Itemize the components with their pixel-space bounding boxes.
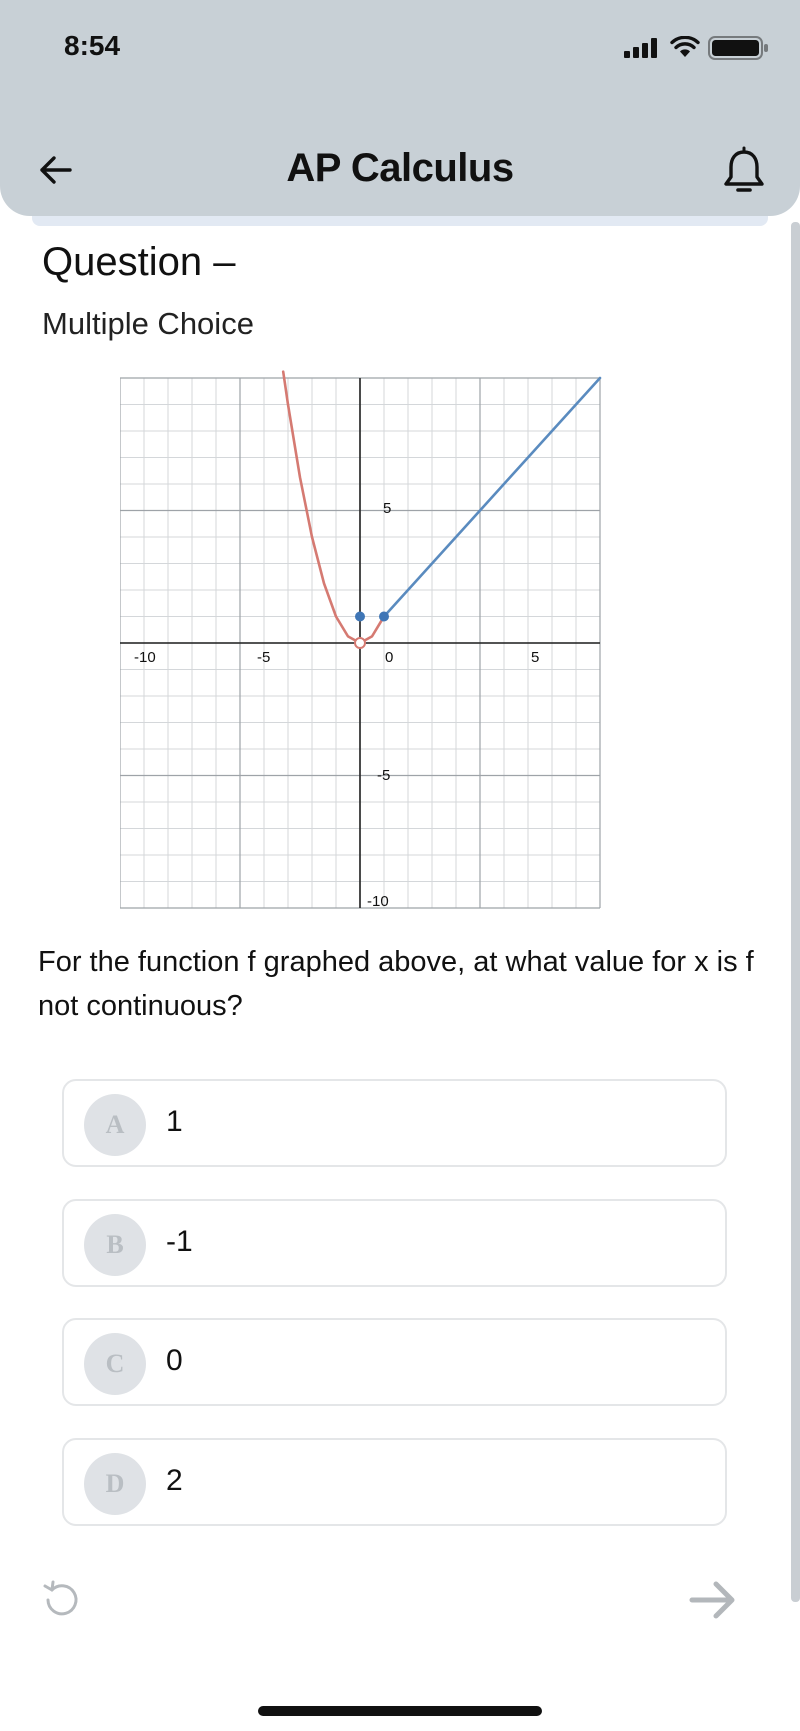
home-indicator xyxy=(258,1706,542,1716)
question-title: Question – xyxy=(42,240,236,284)
scrollbar[interactable] xyxy=(791,222,800,1602)
header-underline xyxy=(32,216,768,226)
reset-icon[interactable] xyxy=(40,1578,84,1622)
question-type: Multiple Choice xyxy=(42,306,254,341)
y-tick-label: 5 xyxy=(383,500,392,517)
option-c[interactable] xyxy=(62,1318,727,1406)
series-line-3 xyxy=(384,378,600,617)
y-tick-label: -5 xyxy=(377,767,391,784)
option-b[interactable] xyxy=(62,1199,727,1287)
header-title: AP Calculus xyxy=(286,146,514,190)
wifi-icon xyxy=(670,36,700,58)
option-value: 0 xyxy=(166,1344,183,1377)
tick-layer xyxy=(134,500,539,910)
option-letter-badge: A xyxy=(84,1094,146,1156)
series-line-1 xyxy=(283,372,360,643)
x-tick-label: 0 xyxy=(385,649,394,666)
option-letter-badge: D xyxy=(84,1453,146,1515)
option-value: -1 xyxy=(166,1225,193,1258)
option-letter-badge: B xyxy=(84,1214,146,1276)
filled-point xyxy=(355,612,365,622)
y-tick-label: -10 xyxy=(367,893,389,910)
option-value: 1 xyxy=(166,1105,183,1138)
x-tick-label: -5 xyxy=(257,649,271,666)
series-start-point xyxy=(379,612,389,622)
option-a[interactable] xyxy=(62,1079,727,1167)
x-tick-label: -10 xyxy=(134,649,156,666)
option-value: 2 xyxy=(166,1464,183,1497)
status-time: 8:54 xyxy=(64,30,121,61)
open-point xyxy=(355,638,365,648)
option-d[interactable] xyxy=(62,1438,727,1526)
header xyxy=(0,0,800,216)
battery-icon xyxy=(708,36,770,60)
next-arrow-icon[interactable] xyxy=(688,1576,740,1624)
question-prompt: For the function f graphed above, at what value for x is f not continuous? xyxy=(38,946,754,1022)
option-letter-badge: C xyxy=(84,1333,146,1395)
function-graph xyxy=(120,370,665,915)
bell-icon[interactable] xyxy=(720,146,768,198)
x-tick-label: 5 xyxy=(531,649,540,666)
signal-icon xyxy=(624,38,662,58)
